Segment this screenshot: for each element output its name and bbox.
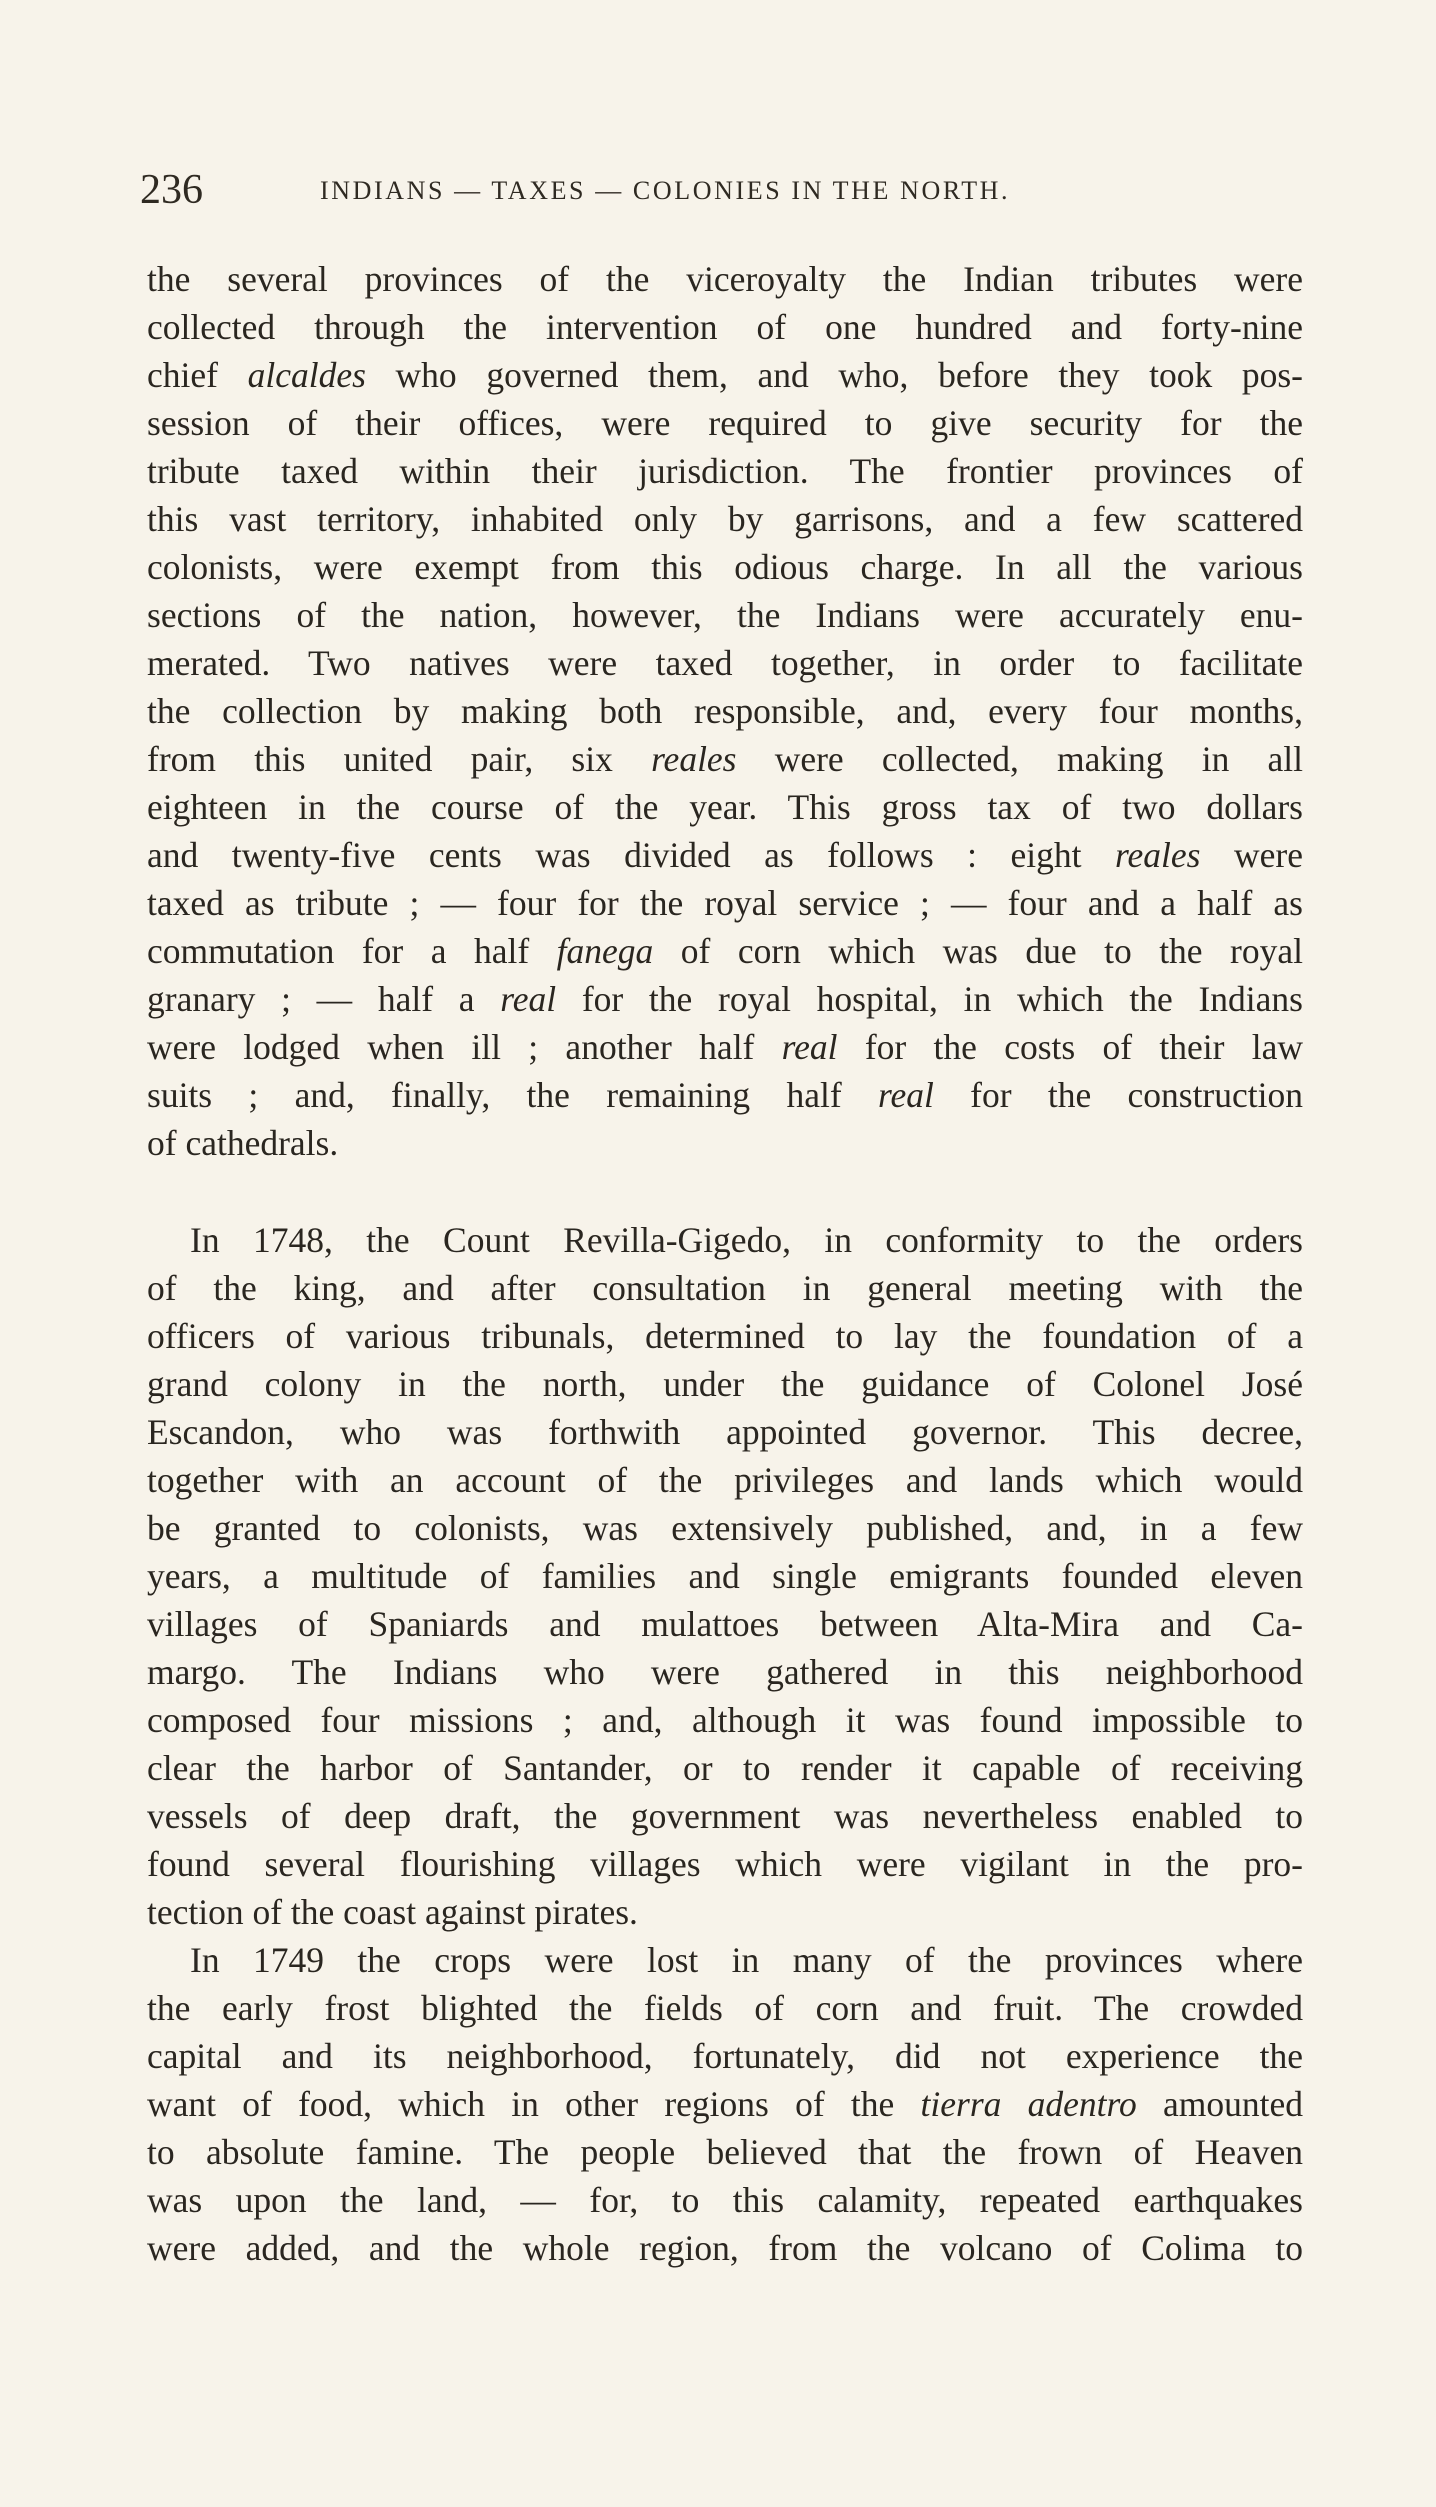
text-line: this vast territory, inhabited only by garrisons, and a few scattered bbox=[147, 499, 1303, 539]
text-line: grand colony in the north, under the guidance of Colonel José bbox=[147, 1364, 1303, 1404]
text-line: the several provinces of the viceroyalty the Indian tributes were bbox=[147, 259, 1303, 299]
text-line: tribute taxed within their jurisdiction. The frontier provinces of bbox=[147, 451, 1303, 491]
text-line: of the king, and after consultation in general meeting with the bbox=[147, 1268, 1303, 1308]
text-line: found several flourishing villages which were vigilant in the pro- bbox=[147, 1844, 1303, 1884]
text-line: villages of Spaniards and mulattoes between Alta-Mira and Ca- bbox=[147, 1604, 1303, 1644]
running-title: INDIANS — TAXES — COLONIES IN THE NORTH. bbox=[320, 176, 1011, 205]
text-line: margo. The Indians who were gathered in this neighborhood bbox=[147, 1652, 1303, 1692]
text-line: the collection by making both responsible, and, every four months, bbox=[147, 691, 1303, 731]
text-line: clear the harbor of Santander, or to render it capable of receiving bbox=[147, 1748, 1303, 1788]
text-line: capital and its neighborhood, fortunately, did not experience the bbox=[147, 2036, 1303, 2076]
text-line: granary ; — half a real for the royal hospital, in which the Indians bbox=[147, 979, 1303, 1019]
text-line: from this united pair, six reales were collected, making in all bbox=[147, 739, 1304, 779]
text-line: merated. Two natives were taxed together, in order to facilitate bbox=[147, 643, 1303, 683]
text-line: collected through the intervention of one hundred and forty-nine bbox=[147, 307, 1303, 347]
text-line: eighteen in the course of the year. This gross tax of two dollars bbox=[147, 787, 1303, 827]
text-line: chief alcaldes who governed them, and who, before they took pos- bbox=[147, 355, 1304, 395]
page-number: 236 bbox=[140, 167, 203, 213]
text-line: together with an account of the privileges and lands which would bbox=[147, 1460, 1303, 1500]
text-line: commutation for a half fanega of corn which was due to the royal bbox=[147, 931, 1303, 971]
text-line: to absolute famine. The people believed that the frown of Heaven bbox=[147, 2132, 1303, 2172]
text-line: the early frost blighted the fields of corn and fruit. The crowded bbox=[147, 1988, 1303, 2028]
text-line: years, a multitude of families and single emigrants founded eleven bbox=[147, 1556, 1303, 1596]
text-line: composed four missions ; and, although it was found impossible to bbox=[147, 1700, 1303, 1740]
text-line: taxed as tribute ; — four for the royal service ; — four and a half as bbox=[147, 883, 1303, 923]
text-line: suits ; and, finally, the remaining half real for the construction bbox=[147, 1075, 1303, 1115]
text-line: sections of the nation, however, the Indians were accurately enu- bbox=[147, 595, 1303, 635]
text-line: tection of the coast against pirates. bbox=[147, 1892, 638, 1932]
text-line: Escandon, who was forthwith appointed governor. This decree, bbox=[147, 1412, 1303, 1452]
text-line: be granted to colonists, was extensively published, and, in a few bbox=[147, 1508, 1303, 1548]
text-line: and twenty-five cents was divided as follows : eight reales were bbox=[147, 835, 1303, 875]
text-line: session of their offices, were required to give security for the bbox=[147, 403, 1303, 443]
text-line: want of food, which in other regions of the tierra adentro amounted bbox=[147, 2084, 1303, 2124]
text-line: was upon the land, — for, to this calamity, repeated earthquakes bbox=[147, 2180, 1303, 2220]
running-header bbox=[140, 160, 1300, 220]
text-line: colonists, were exempt from this odious charge. In all the various bbox=[147, 547, 1303, 587]
text-line: of cathedrals. bbox=[147, 1123, 339, 1163]
text-line: In 1749 the crops were lost in many of the provinces where bbox=[190, 1940, 1303, 1980]
text-line: were lodged when ill ; another half real for the costs of their law bbox=[147, 1027, 1303, 1067]
text-line: vessels of deep draft, the government was nevertheless enabled to bbox=[147, 1796, 1303, 1836]
text-line: were added, and the whole region, from the volcano of Colima to bbox=[147, 2228, 1303, 2268]
text-line: officers of various tribunals, determined to lay the foundation of a bbox=[147, 1316, 1303, 1356]
text-line: In 1748, the Count Revilla-Gigedo, in conformity to the orders bbox=[190, 1220, 1303, 1260]
